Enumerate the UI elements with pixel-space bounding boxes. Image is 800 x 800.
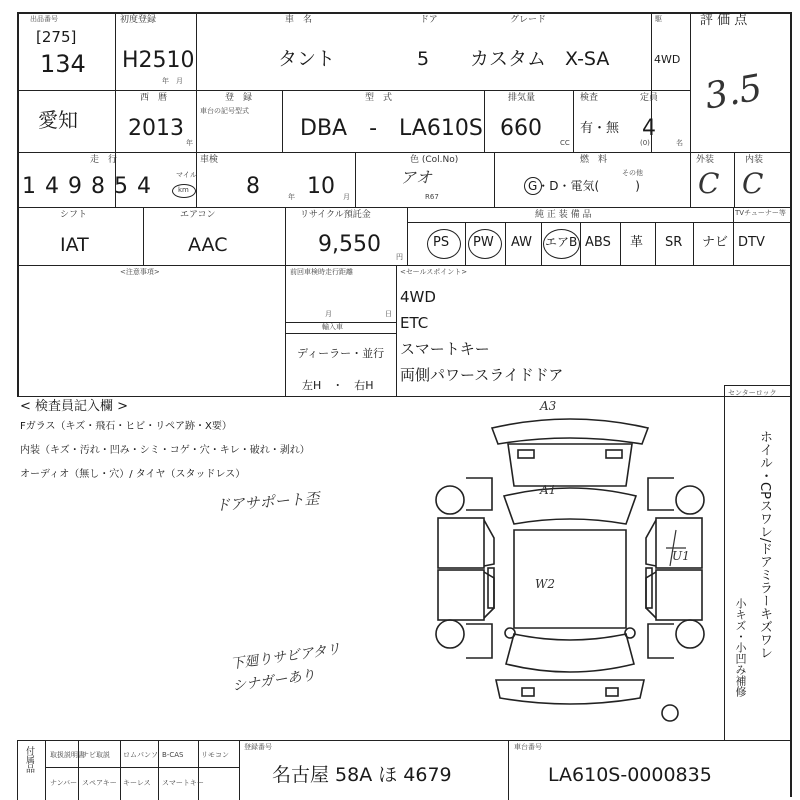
- attach-item: 取扱説明書: [50, 751, 85, 759]
- color-code: R67: [425, 193, 439, 201]
- inspect-month: 10: [307, 174, 335, 199]
- month-unit: 月: [325, 310, 332, 318]
- fuel-other: その他: [622, 169, 643, 177]
- handle-value: 左H ・ 右H: [302, 379, 374, 392]
- car-name: タント: [278, 48, 336, 70]
- reg-label: 初度登録: [120, 15, 157, 25]
- capacity-label: 定員: [640, 93, 659, 103]
- ext-value: C: [698, 167, 720, 200]
- lot-label: 出品番号: [30, 15, 58, 23]
- equip-aw: AW: [511, 235, 533, 250]
- shift-value: IAT: [60, 234, 89, 256]
- tuner-label: TVチューナー等: [735, 209, 786, 217]
- equip-dtv: DTV: [738, 235, 765, 250]
- mileage-value: 149854: [22, 174, 160, 199]
- inspector-title: < 検査員記入欄 >: [20, 399, 129, 414]
- import-value: ディーラー・並行: [297, 347, 385, 360]
- drive-value: 4WD: [654, 53, 681, 66]
- attach-item: スペアキー: [82, 779, 117, 787]
- mark-w2: W2: [535, 577, 555, 591]
- region: 愛知: [38, 108, 78, 132]
- reg2-sub: 車台の記号型式: [200, 107, 249, 115]
- fuel-options: G・D・電気( ): [528, 179, 640, 193]
- shift-label: シフト: [60, 210, 88, 220]
- score-label: 評 価 点: [700, 13, 748, 28]
- cc-unit: CC: [560, 139, 570, 147]
- equip-ps: PS: [433, 235, 450, 250]
- cc-value: 660: [500, 116, 542, 141]
- mileage-unit: マイル: [176, 171, 197, 179]
- inspector-line-1: Fガラス（キズ・飛石・ヒビ・リペア跡・X要）: [20, 421, 232, 432]
- recycle-label: リサイクル預託金: [300, 210, 371, 220]
- reg-sub: 年 月: [162, 77, 183, 85]
- int-label: 内装: [745, 155, 764, 165]
- import-label: 輸入車: [322, 323, 343, 331]
- inspect-label: 車検: [200, 155, 219, 165]
- sales-point: 4WD: [400, 288, 436, 306]
- inspect-year: 8: [246, 174, 260, 199]
- note-underbody-1: 下廻りサビアタリ: [229, 641, 342, 673]
- plate-value: 名古屋 58A ほ 4679: [272, 764, 452, 786]
- int-value: C: [742, 167, 764, 200]
- year-unit: 年: [186, 139, 193, 147]
- capacity-unit: 名: [676, 139, 683, 147]
- inspector-line-2: 内装（キズ・汚れ・凹み・シミ・コゲ・穴・キレ・破れ・剥れ）: [20, 445, 310, 456]
- note-underbody-2: シナガーあり: [231, 667, 317, 695]
- inspector-line-3: オーディオ（無し・穴）/ タイヤ（スタッドレス）: [20, 469, 246, 480]
- mark-u1: U1: [672, 549, 690, 563]
- year-label: 西 暦: [140, 93, 168, 103]
- attach-item: キーレス: [123, 779, 151, 787]
- capacity-value: 4: [642, 116, 656, 141]
- side-note-vertical: ホイル・CPスワレ/ドアミラーキズワレ: [757, 430, 772, 660]
- mark-a3: A3: [540, 399, 557, 413]
- reg2-label: 登 録: [225, 93, 253, 103]
- caution-label: <注意事項>: [120, 268, 160, 276]
- model-label: 型 式: [365, 93, 393, 103]
- plate-label: 登録番号: [244, 743, 272, 751]
- sales-point: スマートキー: [400, 340, 490, 358]
- doors-value: 5: [417, 48, 430, 70]
- side-note-small: 小キズ・小凹み補修: [734, 598, 747, 697]
- model-value: DBA - LA610S: [300, 116, 483, 141]
- drive-label: 駆: [655, 15, 662, 23]
- equip-airbag: エアB: [545, 235, 578, 249]
- inspect-month-unit: 月: [343, 193, 350, 201]
- equip-pw: PW: [473, 235, 494, 250]
- score-value: 3.5: [701, 67, 766, 118]
- attach-item: スマートキー: [162, 779, 204, 787]
- lot-number: 134: [40, 50, 86, 78]
- attach-item: B-CAS: [162, 751, 184, 759]
- equip-abs: ABS: [585, 235, 611, 250]
- center-lock-label: センターロック: [728, 389, 777, 397]
- attach-item: リモコン: [201, 751, 229, 759]
- mileage-label: 走 行: [90, 155, 118, 165]
- reg-value: H2510: [122, 48, 195, 73]
- ext-label: 外装: [696, 155, 715, 165]
- equip-sr: SR: [665, 235, 683, 250]
- inspection-label: 検査: [580, 93, 599, 103]
- day-unit: 日: [385, 310, 392, 318]
- cc-label: 排気量: [508, 93, 536, 103]
- color-label: 色 (Col.No): [410, 155, 459, 165]
- ac-value: AAC: [188, 234, 228, 256]
- ac-label: エアコン: [180, 210, 216, 220]
- chassis-label: 車台番号: [514, 743, 542, 751]
- lot-bracket: [275]: [36, 28, 77, 46]
- doors-label: ドア: [420, 15, 438, 25]
- inspect-year-unit: 年: [288, 193, 295, 201]
- color-value: アオ: [400, 168, 432, 187]
- sales-label: <セールスポイント>: [400, 268, 468, 276]
- mileage-km: km: [178, 186, 189, 194]
- attach-item: ロムパンソ: [123, 751, 158, 759]
- sales-point: ETC: [400, 314, 429, 332]
- grade-label: グレード: [510, 15, 547, 25]
- recycle-value: 9,550: [318, 232, 381, 257]
- capacity-sub: (0): [640, 139, 650, 147]
- year-value: 2013: [128, 116, 184, 141]
- sales-point: 両側パワースライドドア: [400, 366, 564, 384]
- attach-label: 付属品: [24, 746, 34, 773]
- attach-item: ナンバー: [50, 779, 78, 787]
- name-label: 車 名: [285, 15, 313, 25]
- grade-value: カスタム X-SA: [470, 48, 610, 70]
- fuel-label: 燃 料: [580, 155, 608, 165]
- mark-a1: A1: [540, 483, 557, 497]
- car-diagram: [430, 398, 710, 728]
- note-door-support: ドアサポート歪: [214, 489, 321, 515]
- attach-item: ナビ取説: [82, 751, 110, 759]
- equip-leather: 革: [630, 235, 644, 250]
- prev-inspection-label: 前回車検時走行距離: [290, 268, 353, 276]
- equipment-label: 純 正 装 備 品: [535, 210, 592, 220]
- inspection-value: 有・無: [580, 121, 620, 136]
- recycle-unit: 円: [396, 253, 403, 261]
- equip-navi: ナビ: [702, 235, 729, 250]
- chassis-value: LA610S-0000835: [548, 764, 712, 786]
